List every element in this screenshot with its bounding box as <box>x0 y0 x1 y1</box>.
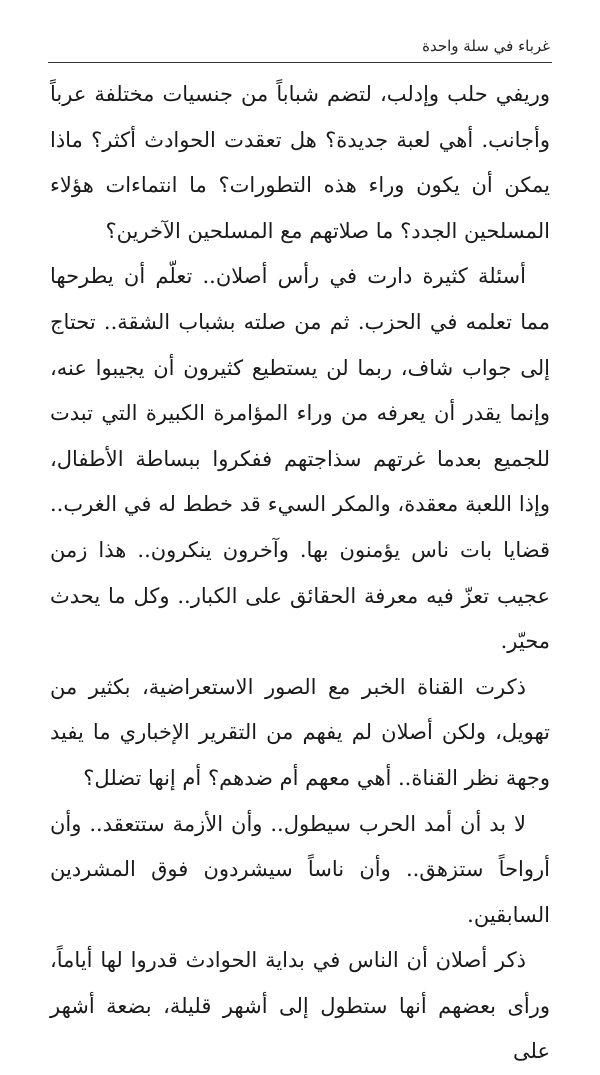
paragraph: ذكرت القناة الخبر مع الصور الاستعراضية، بكثير من تهويل، ولكن أصلان لم يفهم من التقرير الإخباري ما يفيد وجهة نظر القناة.. أهي معهم أم ضدهم؟ أم إنها تضلل؟ <box>50 674 550 790</box>
header-divider <box>48 62 552 63</box>
paragraph: أسئلة كثيرة دارت في رأس أصلان.. تعلّم أن يطرحها مما تعلمه في الحزب. ثم من صلته بشباب الشقة.. تحتاج إلى جواب شاف، ربما لن يستطيع كثيرون أن يجيبوا عنه، وإنما يقدر أن يعرفه من وراء المؤامرة الكبيرة التي تبدت للجميع بعدما غرتهم سذاجتهم ففكروا ببساطة الأطفال، وإذا اللعبة معقدة، والمكر السيء قد خطط له في الغرب.. قضايا بات ناس يؤمنون بها. وآخرون ينكرون.. هذا زمن عجيب تعزّ فيه معرفة الحقائق على الكبار.. وكل ما يحدث محيّر. <box>50 264 550 654</box>
paragraph: ذكر أصلان أن الناس في بداية الحوادث قدروا لها أياماً، ورأى بعضهم أنها ستطول إلى أشهر قليلة، بضعة أشهر على <box>50 948 550 1064</box>
paragraph: وريفي حلب وإدلب، لتضم شباباً من جنسيات مختلفة عرباً وأجانب. أهي لعبة جديدة؟ هل تعقدت الحوادث أكثر؟ ماذا يمكن أن يكون وراء هذه التطورات؟ ما انتماءات هؤلاء المسلحين الجدد؟ ما صلاتهم مع المسلحين الآخرين؟ <box>50 82 550 243</box>
page-body <box>50 72 550 1075</box>
running-header-title: غرباء في سلة واحدة <box>422 37 550 55</box>
paragraph: لا بد أن أمد الحرب سيطول.. وأن الأزمة ستتعقد.. وأن أرواحاً ستزهق.. وأن ناساً سيشردون فوق المشردين السابقين. <box>50 811 550 927</box>
